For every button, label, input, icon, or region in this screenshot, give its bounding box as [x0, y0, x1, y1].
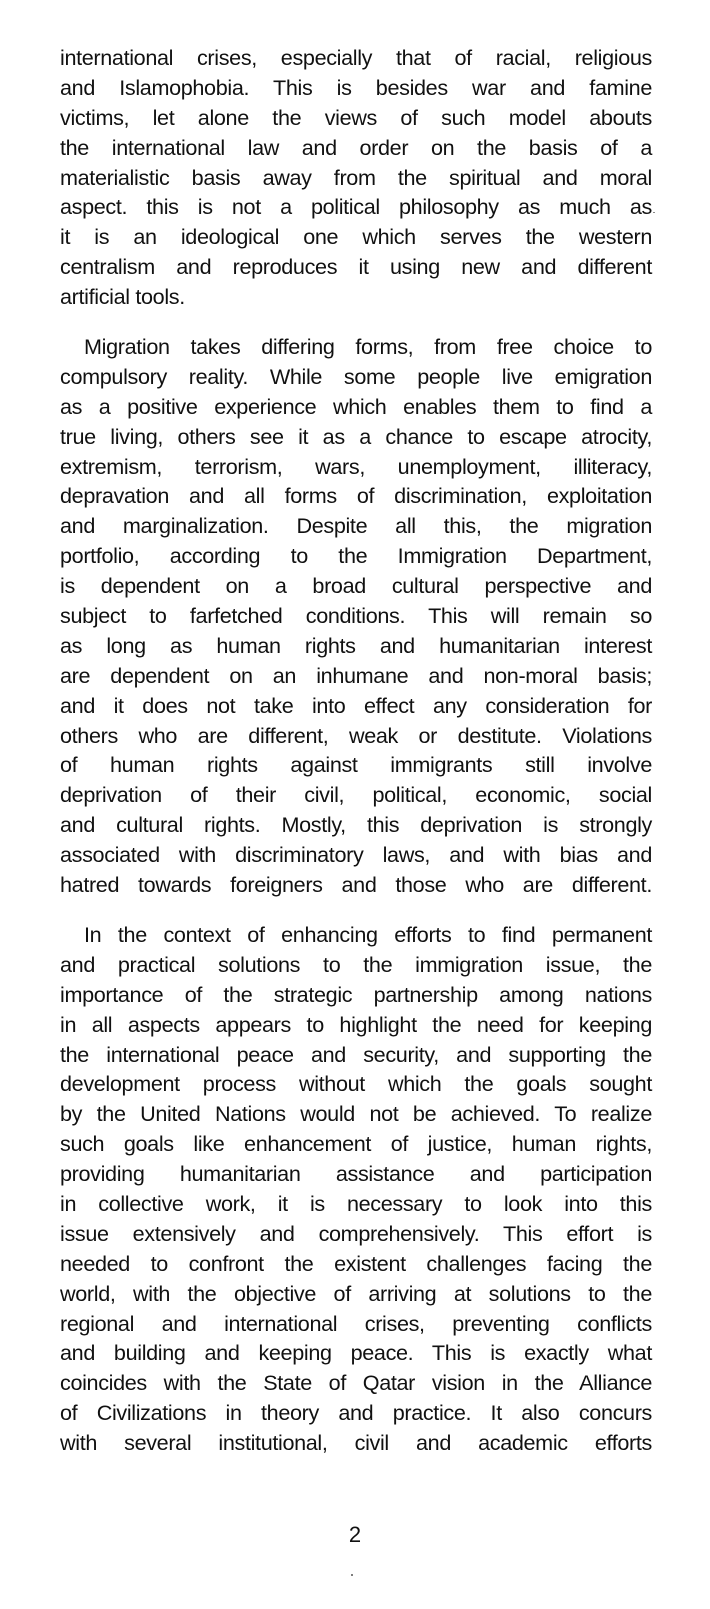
text-line: extremism, terrorism, wars, unemployment, illiteracy, [60, 453, 652, 479]
text-line: depravation and all forms of discrimination, exploitation [60, 483, 652, 509]
paragraph-1 [60, 43, 652, 312]
text-line: development process without which the goals sought [60, 1071, 652, 1097]
text-line: importance of the strategic partnership among nations [60, 981, 652, 1007]
text-line: international crises, especially that of racial, religious [60, 45, 652, 70]
text-line: compulsory reality. While some people live emigration [60, 363, 652, 389]
text-line: with several institutional, civil and academic efforts [60, 1430, 652, 1456]
text-line: others who are different, weak or destitute. Violations [60, 722, 652, 748]
text-line: are dependent on an inhumane and non-moral basis; [60, 662, 652, 688]
page-number: 2 [348, 1522, 362, 1547]
text-line: of human rights against immigrants still involve [60, 752, 652, 778]
text-line: In the context of enhancing efforts to find permanent [84, 921, 652, 947]
text-line: victims, let alone the views of such model abouts [60, 104, 652, 130]
text-line: and cultural rights. Mostly, this deprivation is strongly [60, 812, 652, 838]
text-line: of Civilizations in theory and practice. It also concurs [60, 1400, 652, 1426]
text-line: subject to farfetched conditions. This will remain so [60, 603, 652, 629]
paragraph-2 [60, 332, 652, 900]
text-line: is dependent on a broad cultural perspective and [60, 573, 652, 599]
text-line: and building and keeping peace. This is exactly what [60, 1340, 652, 1366]
text-line: and marginalization. Despite all this, the migration [60, 513, 652, 539]
text-line: aspect. this is not a political philosophy as much as [60, 194, 652, 220]
scan-speck [351, 1574, 353, 1576]
text-line: and it does not take into effect any consideration for [60, 692, 652, 718]
text-line: the international peace and security, and supporting the [60, 1041, 652, 1067]
text-line: artificial tools. [60, 284, 185, 310]
page-body [60, 43, 652, 1478]
text-line: providing humanitarian assistance and participation [60, 1161, 652, 1187]
text-line: it is an ideological one which serves the western [60, 224, 652, 250]
text-line: in all aspects appears to highlight the need for keeping [60, 1011, 652, 1037]
text-line: coincides with the State of Qatar vision in the Alliance [60, 1370, 652, 1396]
text-line: as long as human rights and humanitarian interest [60, 632, 652, 658]
text-line: world, with the objective of arriving at solutions to the [60, 1280, 652, 1306]
text-line: hatred towards foreigners and those who are different. [60, 872, 652, 898]
text-line: issue extensively and comprehensively. This effort is [60, 1220, 652, 1246]
text-line: and practical solutions to the immigration issue, the [60, 951, 652, 977]
scan-speck [653, 212, 655, 213]
text-line: in collective work, it is necessary to look into this [60, 1190, 652, 1216]
paragraph-3 [60, 920, 652, 1458]
text-line: as a positive experience which enables them to find a [60, 393, 652, 419]
text-line: Migration takes differing forms, from free choice to [84, 334, 652, 360]
text-line: true living, others see it as a chance to escape atrocity, [60, 423, 652, 449]
text-line: portfolio, according to the Immigration Department, [60, 543, 652, 569]
text-line: deprivation of their civil, political, economic, social [60, 782, 652, 808]
text-line: centralism and reproduces it using new and different [60, 254, 652, 280]
text-line: the international law and order on the basis of a [60, 134, 652, 160]
text-line: materialistic basis away from the spiritual and moral [60, 164, 652, 190]
text-line: associated with discriminatory laws, and with bias and [60, 842, 652, 868]
text-line: and Islamophobia. This is besides war and famine [60, 74, 652, 100]
text-line: needed to confront the existent challenges facing the [60, 1250, 652, 1276]
text-line: by the United Nations would not be achieved. To realize [60, 1101, 652, 1127]
text-line: regional and international crises, preventing conflicts [60, 1310, 652, 1336]
text-line: such goals like enhancement of justice, human rights, [60, 1131, 652, 1157]
